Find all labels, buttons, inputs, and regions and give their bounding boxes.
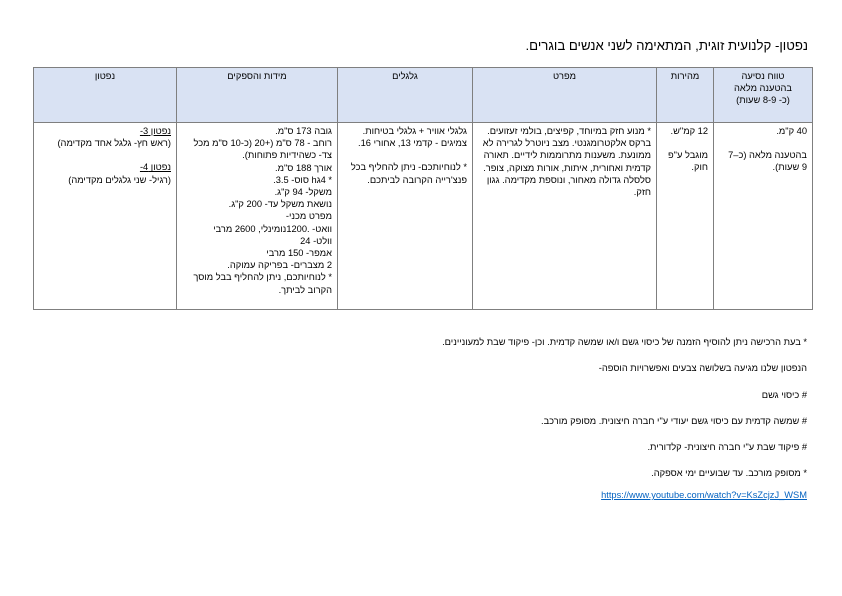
note-line: הנפטון שלנו מגיעה בשלושה צבעים ואפשרויות הוספה- <box>598 363 807 374</box>
header-dimensions: מידות והספקים <box>177 68 338 123</box>
header-specs: מפרט <box>473 68 657 123</box>
table-header-row <box>34 68 813 123</box>
model-neptune-3-desc: (ראש חץ- גלגל אחד מקדימה) <box>57 138 171 149</box>
cell-specs: * מנוע חזק במיוחד, קפיצים, בולמי זעזועים. ברקס אלקטרומגנטי. מצב ניוטרל לגרירה לא ממונעת. משענות מתרוממות לידיים. תאורה קדמית ואחורית, איתות, אורות מצוקה, צופר. סלסלה גדולה מאחור, ונוספת מקדימה. גגון חזק. <box>473 123 657 310</box>
note-line: * מסופק מורכב. עד שבועיים ימי אספקה. <box>651 468 807 479</box>
header-range: טווח נסיעה בהטענה מלאה (כ- 8-9 שעות) <box>714 68 813 123</box>
table-row <box>34 123 813 310</box>
model-neptune-3: נפטון 3- <box>139 126 171 136</box>
note-line: # כיסוי גשם <box>761 389 807 400</box>
model-neptune-4: נפטון 4- <box>139 162 171 173</box>
notes-section <box>47 336 807 494</box>
note-line: # פיקוד שבת ע"י חברה חיצונית- קלדורית. <box>647 442 807 453</box>
cell-dimensions: גובה 173 ס"מ. רוחב - 78 ס"מ (+20 (כ-10 ס"מ מכל צד- כשהידיות פתוחות). אורך 188 ס"מ. * 4גh סוס- 3.5. משקל- 94 ק"ג. נושאת משקל עד- 200 ק"ג. מפרט מכני- וואט- .1200נומינלי, 2600 מרבי וולט- 24 אמפר- 150 מרבי 2 מצברים- בפריקה עמוקה. * לנוחיותכם, ניתן להחליף בבל מוסך הקרוב לביתך. <box>177 123 338 310</box>
header-model: נפטון <box>34 68 177 123</box>
model-neptune-4-desc: (רגיל- שני גלגלים מקדימה) <box>68 174 171 185</box>
document-title: נפטון- קלנועית זוגית, המתאימה לשני אנשים בוגרים. <box>525 38 808 53</box>
cell-wheels: גלגלי אוויר + גלגלי בטיחות. צמיגים - קדמי 13, אחורי 16. * לנוחיותכם- ניתן להחליף בכל פנצ'רייה הקרובה לביתכם. <box>338 123 473 310</box>
header-wheels: גלגלים <box>338 68 473 123</box>
header-speed: מהירות <box>657 68 714 123</box>
cell-model <box>34 123 177 310</box>
cell-speed: 12 קמ"ש. מוגבל ע"פ חוק. <box>657 123 714 310</box>
note-line: # שמשה קדמית עם כיסוי גשם יעודי ע"י חברה חיצונית. מסופק מורכב. <box>541 415 807 426</box>
spec-table <box>33 67 813 310</box>
youtube-link[interactable]: https://www.youtube.com/watch?v=KsZcjzJ_WSM <box>601 490 807 500</box>
cell-range: 40 ק"מ. בהטענה מלאה (כ–7 9 שעות). <box>714 123 813 310</box>
note-line: * בעת הרכישה ניתן להוסיף הזמנה של כיסוי גשם ו/או שמשה קדמית. וכן- פיקוד שבת למעוניינים. <box>442 337 807 347</box>
